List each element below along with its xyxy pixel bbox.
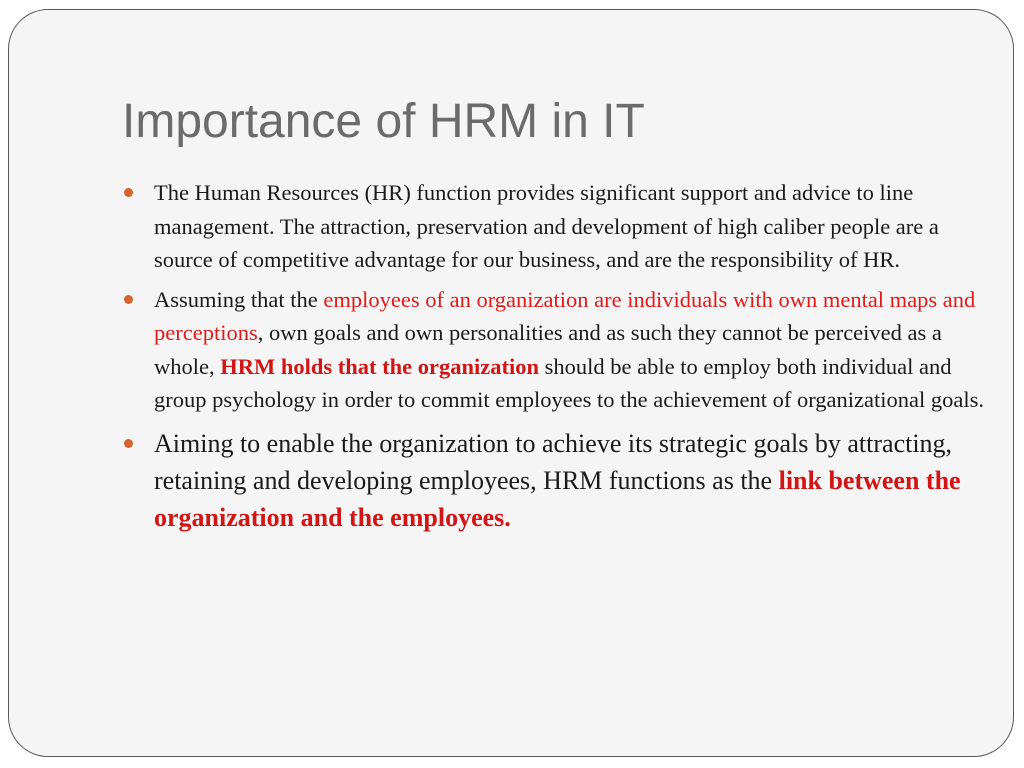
bullet-dot-icon <box>124 188 133 197</box>
bullet-text-part: Assuming that the <box>154 286 324 312</box>
bullet-text-part: should be able to employ both individual and group psychology in order to commit employees to the achievement of organizational goals. <box>154 353 984 412</box>
bullet-dot-icon <box>124 295 133 304</box>
slide-frame <box>8 9 1014 757</box>
bullet-text-part: , own goals and own personalities and as such they cannot be perceived as a whole, <box>154 320 942 379</box>
bullet-list <box>124 176 984 536</box>
bullet-text-part: Aiming to enable the organization to achieve its strategic goals by attracting, retaining and developing employees, HRM functions as the <box>154 428 953 495</box>
highlighted-bold-text: link between the organization and the employees. <box>154 465 961 532</box>
highlighted-text: employees of an organization are individuals with own mental maps and perceptions <box>154 286 976 345</box>
bullet-dot-icon <box>124 439 133 448</box>
bullet-item-hr-function <box>124 176 984 277</box>
highlighted-bold-text: HRM holds that the organization <box>220 353 540 379</box>
slide-title: Importance of HRM in IT <box>122 95 645 148</box>
bullet-item-aiming <box>124 425 984 536</box>
bullet-item-assuming <box>124 283 984 417</box>
bullet-text: The Human Resources (HR) function provides significant support and advice to line management. The attraction, preservation and development of high caliber people are a source of competitive advantage for our business, and are the responsibility of HR. <box>154 180 939 272</box>
